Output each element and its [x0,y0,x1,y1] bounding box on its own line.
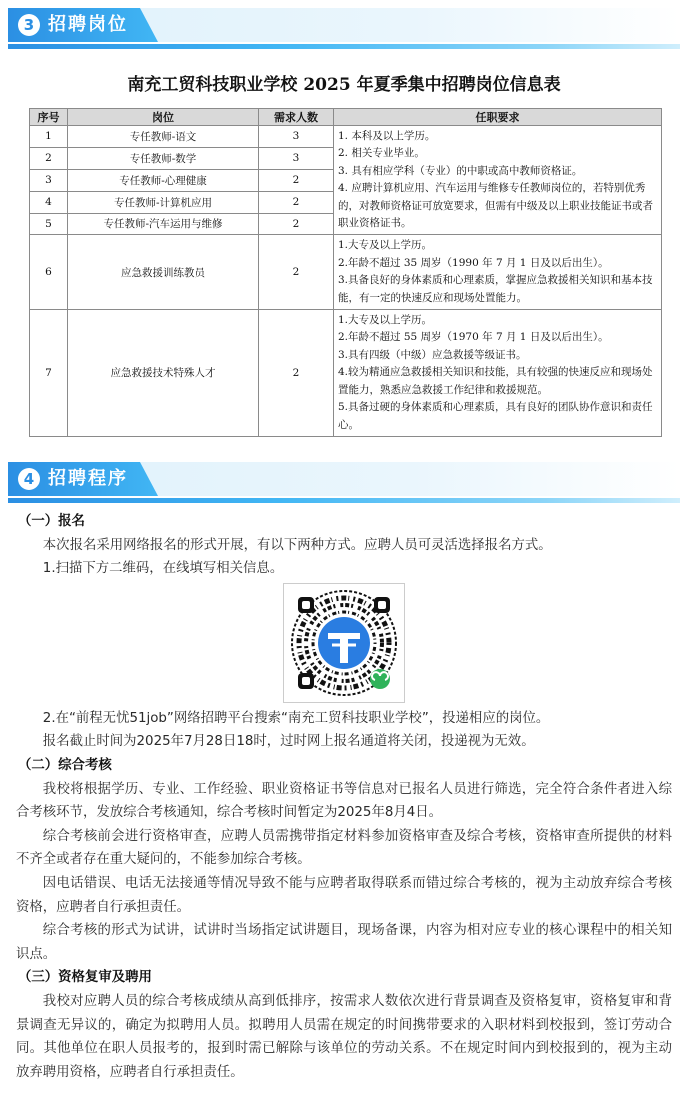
req-line: 2.年龄不超过 55 周岁（1970 年 7 月 1 日及以后出生）。 [338,331,609,344]
jobs-table [29,108,662,437]
paragraph: 综合考核前会进行资格审查，应聘人员需携带指定材料参加资格审查及综合考核，资格审查所提供的材料不齐全或者存在重大疑问的，不能参加综合考核。 [16,828,672,868]
cell-count: 2 [259,310,334,437]
cell-no: 4 [30,191,68,213]
col-header-no: 序号 [30,109,68,126]
paragraph: 报名截止时间为2025年7月28日18时，过时网上报名通道将关闭，投递视为无效。 [42,734,535,750]
req-line: 2. 相关专业毕业。 [338,147,425,160]
cell-no: 6 [30,235,68,310]
col-header-count: 需求人数 [259,109,334,126]
cell-count: 2 [259,213,334,235]
paragraph: 因电话错误、电话无法接通等情况导致不能与应聘者取得联系而错过综合考核的，视为主动放弃综合考核资格，应聘者自行承担责任。 [16,875,672,915]
paragraph: 本次报名采用网络报名的形式开展，有以下两种方式。应聘人员可灵活选择报名方式。 [42,537,552,553]
heading-registration: （一）报名 [18,514,85,529]
header-underline [8,498,680,503]
section-header-3 [8,8,680,48]
cell-post: 应急救援技术特殊人才 [68,310,259,437]
heading-assessment: （二）综合考核 [18,757,112,773]
req-line: 1. 本科及以上学历。 [338,130,436,142]
section-number-badge: 4 [18,468,40,490]
cell-count: 2 [259,169,334,191]
req-line: 3.具有四级（中级）应急救援等级证书。 [338,348,527,361]
section-header-4 [8,462,680,502]
cell-count: 2 [259,191,334,213]
req-line: 3.具备良好的身体素质和心理素质，掌握应急救援相关知识和基本技能，有一定的快速反应和现场处置能力。 [338,274,653,304]
paragraph: 我校对应聘人员的综合考核成绩从高到低排序，按需求人数依次进行背景调查及资格复审，资格复审和背景调查无异议的，确定为拟聘用人员。拟聘用人员需在规定的时间携带要求的入职材料到校报到，签订劳动合同。其他单位在职人员报考的，报到时需已解除与该单位的劳动关系。不在规定时间内到校报到的，视为主动放弃聘用资格，应聘者自行承担责任。 [16,993,672,1080]
req-line: 5.具备过硬的身体素质和心理素质，具有良好的团队协作意识和责任心。 [338,401,653,431]
cell-no: 7 [30,310,68,437]
req-line: 4. 应聘计算机应用、汽车运用与维修专任教师岗位的，若特别优秀的，对教师资格证可放宽要求，但需有中级及以上职业技能证书或者职业资格证书。 [338,182,653,230]
req-line: 1.大专及以上学历。 [338,239,433,252]
table-row [30,126,662,148]
cell-no: 1 [30,126,68,148]
cell-requirements-teachers [334,126,662,235]
procedure-body [16,510,672,1084]
wechat-mini-program-code-icon [288,587,400,699]
section-number-badge: 3 [18,14,40,36]
section-title: 招聘程序 [48,468,128,489]
req-line: 4.较为精通应急救援相关知识和技能，具有较强的快速反应和现场处置能力，熟悉应急救援工作纪律和救援规范。 [338,366,653,396]
cell-no: 2 [30,147,68,169]
cell-post: 专任教师-语文 [68,126,259,148]
cell-post: 专任教师-心理健康 [68,169,259,191]
paragraph: 我校将根据学历、专业、工作经验、职业资格证书等信息对已报名人员进行筛选，完全符合条件者进入综合考核环节，发放综合考核通知，综合考核时间暂定为2025年8月4日。 [16,781,672,821]
table-row [30,310,662,437]
cell-requirements-row7 [334,310,662,437]
cell-post: 应急救援训练教员 [68,235,259,310]
paragraph: 1.扫描下方二维码，在线填写相关信息。 [42,561,284,577]
cell-no: 3 [30,169,68,191]
header-underline [8,44,680,49]
section-title: 招聘岗位 [48,14,128,35]
req-line: 2.年龄不超过 35 周岁（1990 年 7 月 1 日及以后出生）。 [338,256,609,269]
cell-count: 3 [259,147,334,169]
paragraph: 2.在“前程无忧51job”网络招聘平台搜索“南充工贸科技职业学校”，投递相应的岗位。 [42,710,550,726]
heading-review-hiring: （三）资格复审及聘用 [18,970,152,986]
cell-post: 专任教师-汽车运用与维修 [68,213,259,235]
table-row [30,235,662,310]
qr-code-image[interactable] [283,583,405,703]
paragraph: 综合考核的形式为试讲，试讲时当场指定试讲题目，现场备课，内容为相对应专业的核心课程中的相关知识点。 [16,923,672,962]
table-title: 南充工贸科技职业学校 2025 年夏季集中招聘岗位信息表 [127,75,561,95]
req-line: 1.大专及以上学历。 [338,314,433,327]
req-line: 3. 具有相应学科（专业）的中职或高中教师资格证。 [338,164,583,177]
col-header-requirements: 任职要求 [334,109,662,126]
cell-no: 5 [30,213,68,235]
cell-post: 专任教师-计算机应用 [68,191,259,213]
table-header-row [30,109,662,126]
cell-count: 2 [259,235,334,310]
cell-requirements-row6 [334,235,662,310]
cell-count: 3 [259,126,334,148]
col-header-post: 岗位 [68,109,259,126]
cell-post: 专任教师-数学 [68,147,259,169]
